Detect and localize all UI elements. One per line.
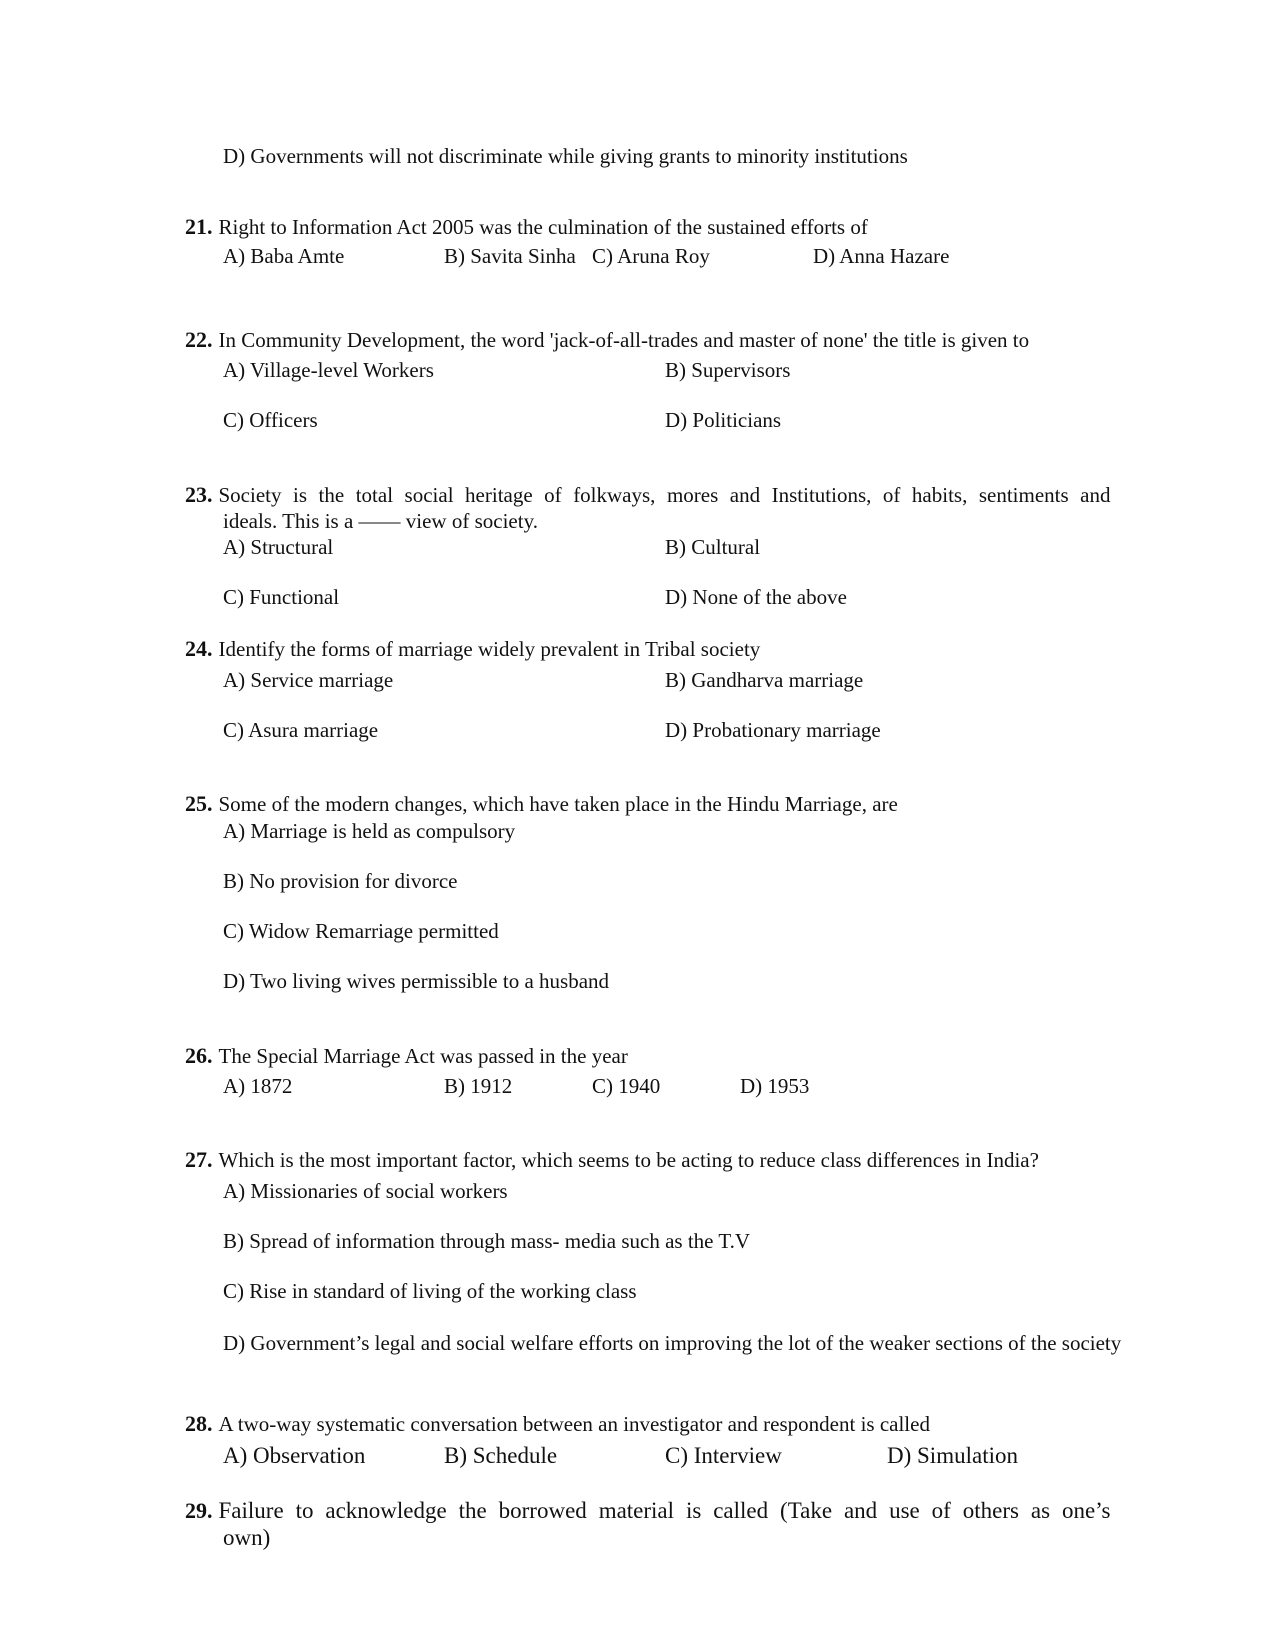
question-number: 26. — [185, 1043, 213, 1068]
question-25-option-d: D) Two living wives permissible to a husband — [223, 969, 610, 993]
question-24-option-a: A) Service marriage — [223, 668, 394, 692]
question-26-option-d: D) 1953 — [740, 1074, 810, 1098]
question-23-option-b: B) Cultural — [665, 535, 761, 559]
question-number: 21. — [185, 214, 213, 239]
question-23 — [185, 482, 1111, 508]
question-22-option-b: B) Supervisors — [665, 358, 791, 382]
question-26-option-b: B) 1912 — [444, 1074, 513, 1098]
question-21-option-a: A) Baba Amte — [223, 244, 345, 268]
question-21-option-c: C) Aruna Roy — [592, 244, 710, 268]
question-25 — [185, 791, 898, 817]
question-28 — [185, 1411, 930, 1437]
question-23-option-d: D) None of the above — [665, 585, 847, 609]
question-number: 27. — [185, 1147, 213, 1172]
question-27-option-c: C) Rise in standard of living of the working class — [223, 1279, 637, 1303]
question-28-option-b: B) Schedule — [444, 1443, 558, 1468]
question-26 — [185, 1043, 628, 1069]
question-28-option-c: C) Interview — [665, 1443, 782, 1468]
question-text-line-1: Failure to acknowledge the borrowed material is called (Take and use of others as one’s — [218, 1498, 1111, 1523]
question-25-option-b: B) No provision for divorce — [223, 869, 458, 893]
question-20-option-d: D) Governments will not discriminate while giving grants to minority institutions — [223, 144, 908, 168]
question-number: 22. — [185, 327, 213, 352]
question-text: A two-way systematic conversation between an investigator and respondent is called — [218, 1412, 930, 1436]
question-21 — [185, 214, 868, 240]
question-number: 24. — [185, 636, 213, 661]
question-25-option-c: C) Widow Remarriage permitted — [223, 919, 499, 943]
question-number: 28. — [185, 1411, 213, 1436]
question-24-option-d: D) Probationary marriage — [665, 718, 881, 742]
question-22-option-c: C) Officers — [223, 408, 318, 432]
question-text: Some of the modern changes, which have taken place in the Hindu Marriage, are — [218, 792, 898, 816]
question-23-option-c: C) Functional — [223, 585, 340, 609]
question-text: Identify the forms of marriage widely prevalent in Tribal society — [218, 637, 761, 661]
question-24-option-b: B) Gandharva marriage — [665, 668, 864, 692]
question-text: In Community Development, the word 'jack-of-all-trades and master of none' the title is given to — [218, 328, 1030, 352]
question-text: Which is the most important factor, which seems to be acting to reduce class differences in India? — [218, 1148, 1039, 1172]
question-24 — [185, 636, 760, 662]
question-23-text-line-2: ideals. This is a —— view of society. — [223, 509, 538, 533]
question-27-option-d: D) Government’s legal and social welfare efforts on improving the lot of the weaker sections of the society — [223, 1331, 1122, 1355]
question-22-option-a: A) Village-level Workers — [223, 358, 434, 382]
question-22-option-d: D) Politicians — [665, 408, 782, 432]
question-27-option-a: A) Missionaries of social workers — [223, 1179, 508, 1203]
question-24-option-c: C) Asura marriage — [223, 718, 379, 742]
question-number: 23. — [185, 482, 213, 507]
question-25-option-a: A) Marriage is held as compulsory — [223, 819, 516, 843]
question-29-text-line-2: own) — [223, 1525, 271, 1550]
question-23-option-a: A) Structural — [223, 535, 334, 559]
question-27 — [185, 1147, 1039, 1173]
question-26-option-a: A) 1872 — [223, 1074, 293, 1098]
question-text-line-1: Society is the total social heritage of folkways, mores and Institutions, of habits, sentiments and — [218, 483, 1111, 507]
question-28-option-a: A) Observation — [223, 1443, 366, 1468]
question-number: 25. — [185, 791, 213, 816]
question-number: 29. — [185, 1498, 213, 1523]
question-26-option-c: C) 1940 — [592, 1074, 661, 1098]
question-28-option-d: D) Simulation — [887, 1443, 1018, 1468]
question-text: The Special Marriage Act was passed in the year — [218, 1044, 628, 1068]
question-21-option-b: B) Savita Sinha — [444, 244, 576, 268]
question-21-option-d: D) Anna Hazare — [813, 244, 950, 268]
question-29 — [185, 1498, 1111, 1524]
question-27-option-b: B) Spread of information through mass- media such as the T.V — [223, 1229, 751, 1253]
question-text: Right to Information Act 2005 was the culmination of the sustained efforts of — [218, 215, 868, 239]
question-22 — [185, 327, 1029, 353]
